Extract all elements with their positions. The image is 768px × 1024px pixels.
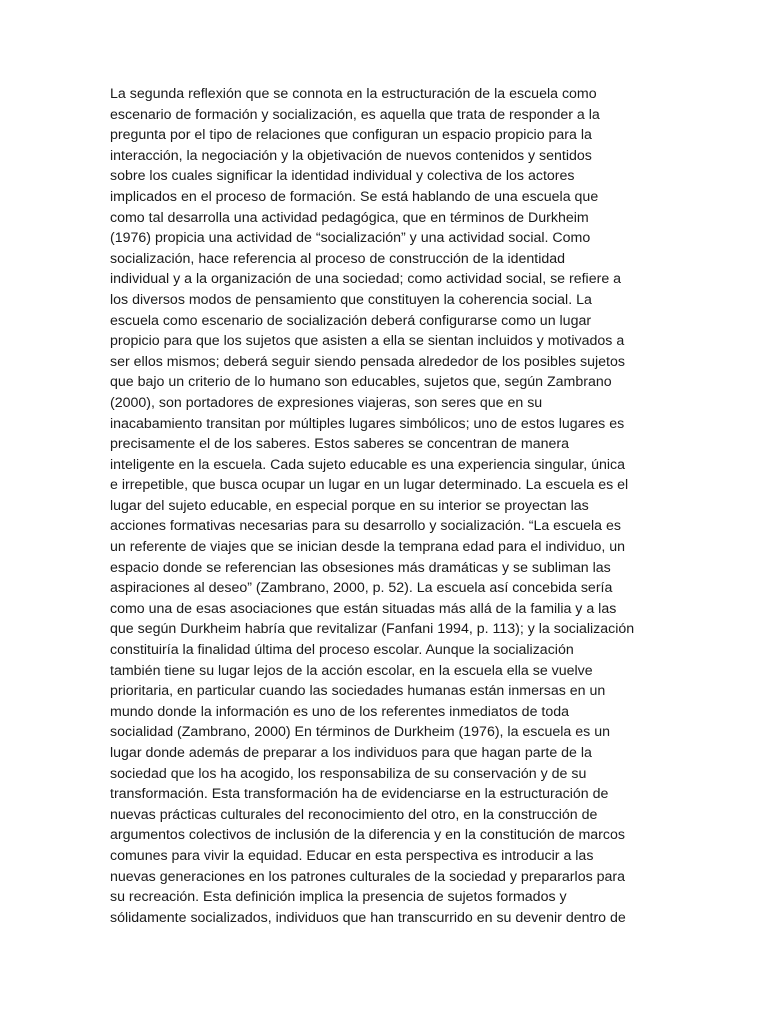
paragraph-line: argumentos colectivos de inclusión de la diferencia y en la constitución de marcos <box>110 827 625 844</box>
paragraph-line: inteligente en la escuela. Cada sujeto educable es una experiencia singular, única <box>110 456 626 473</box>
paragraph-line: (2000), son portadores de expresiones viajeras, son seres que en su <box>110 394 543 411</box>
paragraph-line: nuevas prácticas culturales del reconocimiento del otro, en la construcción de <box>110 806 598 823</box>
paragraph-line: constituiría la finalidad última del proceso escolar. Aunque la socialización <box>110 642 574 659</box>
paragraph-line: e irrepetible, que busca ocupar un lugar en un lugar determinado. La escuela es el <box>110 477 629 494</box>
paragraph-line: La segunda reflexión que se connota en la estructuración de la escuela como <box>110 86 597 102</box>
paragraph-line: sólidamente socializados, individuos que han transcurrido en su devenir dentro de <box>110 909 626 926</box>
paragraph-line: (1976) propicia una actividad de “socialización” y una actividad social. Como <box>110 230 591 247</box>
paragraph-line: escenario de formación y socialización, es aquella que trata de responder a la <box>110 106 600 123</box>
paragraph-line: un referente de viajes que se inician desde la temprana edad para el individuo, un <box>110 539 626 556</box>
paragraph-line: espacio donde se referencian las obsesiones más dramáticas y se subliman las <box>110 559 611 576</box>
paragraph-line: socialización, hace referencia al proceso de construcción de la identidad <box>110 250 566 267</box>
paragraph-line: como tal desarrolla una actividad pedagógica, que en términos de Durkheim <box>110 209 589 226</box>
paragraph-line: inacabamiento transitan por múltiples lugares simbólicos; uno de estos lugares es <box>110 415 625 432</box>
paragraph-line: que según Durkheim habría que revitalizar (Fanfani 1994, p. 113); y la socialización <box>110 621 635 638</box>
paragraph-line: comunes para vivir la equidad. Educar en esta perspectiva es introducir a las <box>110 847 594 864</box>
paragraph-line: precisamente el de los saberes. Estos saberes se concentran de manera <box>110 436 569 453</box>
paragraph-line: mundo donde la información es uno de los referentes inmediatos de toda <box>110 703 570 720</box>
paragraph-line: implicados en el proceso de formación. Se está hablando de una escuela que <box>110 188 599 205</box>
paragraph-line: pregunta por el tipo de relaciones que configuran un espacio propicio para la <box>110 127 592 144</box>
paragraph-line: acciones formativas necesarias para su desarrollo y socialización. “La escuela es <box>110 518 621 535</box>
paragraph-line: prioritaria, en particular cuando las sociedades humanas están inmersas en un <box>110 683 606 700</box>
paragraph-line: propicio para que los sujetos que asisten a ella se sientan incluidos y motivados a <box>110 333 625 350</box>
paragraph-line: también tiene su lugar lejos de la acción escolar, en la escuela ella se vuelve <box>110 662 593 679</box>
paragraph-line: aspiraciones al deseo” (Zambrano, 2000, p. 52). La escuela así concebida sería <box>110 580 613 597</box>
paragraph-line: socialidad (Zambrano, 2000) En términos de Durkheim (1976), la escuela es un <box>110 724 610 741</box>
paragraph-line: lugar del sujeto educable, en especial porque en su interior se proyectan las <box>110 497 589 514</box>
paragraph-line: sobre los cuales significar la identidad individual y colectiva de los actores <box>110 168 575 185</box>
paragraph-line: lugar donde además de preparar a los individuos para que hagan parte de la <box>110 745 592 761</box>
paragraph-line: su recreación. Esta definición implica la presencia de sujetos formados y <box>110 889 567 906</box>
paragraph-line: ser ellos mismos; deberá seguir siendo pensada alrededor de los posibles sujetos <box>110 353 625 370</box>
paragraph-line: individual y a la organización de una sociedad; como actividad social, se refiere a <box>110 271 622 288</box>
paragraph-line: sociedad que los ha acogido, los responsabiliza de su conservación y de su <box>110 765 587 782</box>
paragraph-line: que bajo un criterio de lo humano son educables, sujetos que, según Zambrano <box>110 374 612 391</box>
paragraph-line: nuevas generaciones en los patrones culturales de la sociedad y prepararlos para <box>110 868 626 885</box>
paragraph-line: escuela como escenario de socialización deberá configurarse como un lugar <box>110 312 592 329</box>
paragraph-line: los diversos modos de pensamiento que constituyen la coherencia social. La <box>110 291 592 308</box>
paragraph-line: transformación. Esta transformación ha de evidenciarse en la estructuración de <box>110 786 609 803</box>
paragraph-line: como una de esas asociaciones que están situadas más allá de la familia y a las <box>110 600 617 617</box>
body-paragraph <box>110 84 662 928</box>
paragraph-line: interacción, la negociación y la objetivación de nuevos contenidos y sentidos <box>110 147 592 164</box>
